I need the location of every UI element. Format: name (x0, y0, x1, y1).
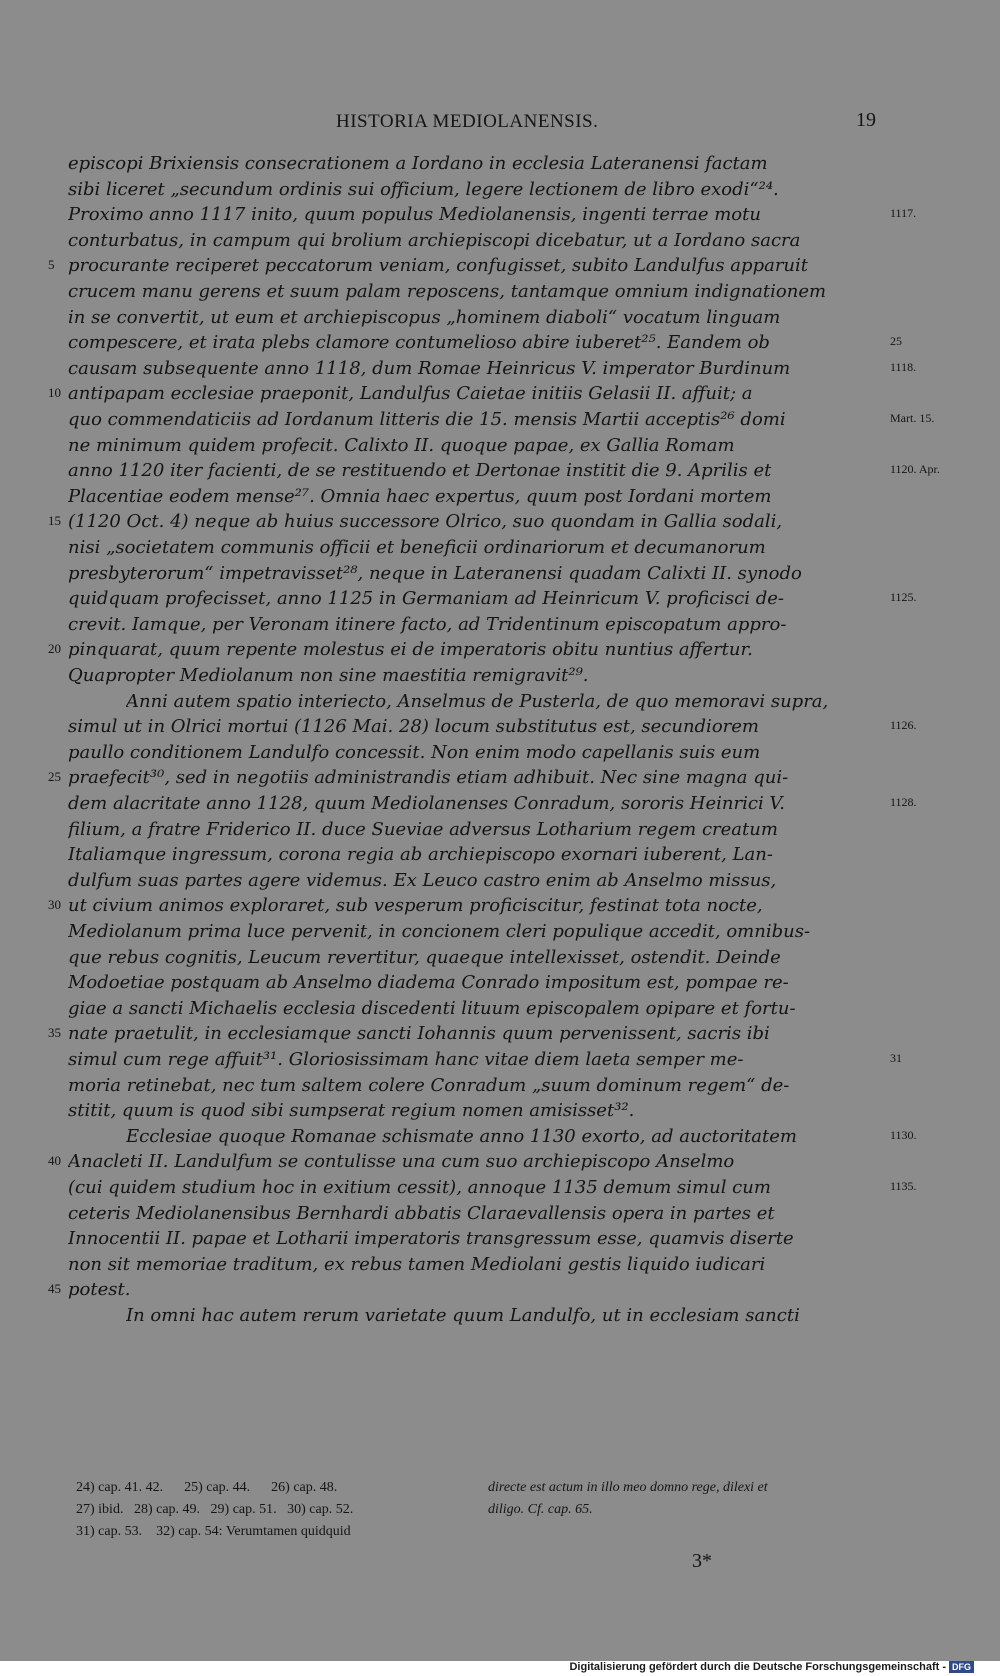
line-text: crucem manu gerens et suum palam reposcens, tantamque omnium indignationem (68, 281, 827, 302)
line-text: dem alacritate anno 1128, quum Mediolanenses Conradum, sororis Heinrici V. (68, 793, 785, 814)
line-text: nate praetulit, in ecclesiamque sancti Iohannis quum pervenissent, sacris ibi (68, 1023, 770, 1045)
text-line (0, 739, 1000, 766)
footnote-refs: 27) ibid. 28) cap. 49. 29) cap. 51. 30) cap. 52. (76, 1502, 354, 1517)
text-line (0, 790, 1000, 817)
line-text: episcopi Brixiensis consecrationem a Iordano in ecclesia Lateranensi factam (68, 153, 768, 174)
line-text: Innocentii II. papae et Lotharii imperatoris transgressum esse, quamvis diserte (68, 1228, 794, 1250)
line-text: Proximo anno 1117 inito, quum populus Mediolanensis, ingenti terrae motu (68, 204, 761, 226)
text-line (0, 892, 1000, 919)
line-text: stitit, quum is quod sibi sumpserat regium nomen amisisset³². (68, 1100, 635, 1122)
margin-note: 1130. (890, 1127, 917, 1142)
line-text: anno 1120 iter facienti, de se restituendo et Dertonae institit die 9. Aprilis et (68, 460, 772, 482)
text-line (0, 713, 1000, 740)
margin-note: 1128. (890, 795, 917, 809)
line-text: Anni autem spatio interiecto, Anselmus de Pusterla, de quo memoravi supra, (126, 690, 829, 712)
text-line (0, 201, 1000, 228)
text-line (0, 150, 1000, 177)
line-text: sibi liceret „secundum ordinis sui officium, legere lectionem de libro exodi“²⁴. (68, 178, 779, 200)
text-line (0, 1251, 1000, 1278)
text-line (0, 1072, 1000, 1099)
line-text: Italiamque ingressum, corona regia ab archiepiscopo exornari iuberent, Lan- (68, 844, 773, 866)
line-number: 10 (48, 385, 61, 401)
margin-note: 31 (890, 1051, 902, 1065)
text-line (0, 585, 1000, 612)
text-line (0, 1174, 1000, 1201)
text-line (0, 688, 1000, 715)
line-text: nisi „societatem communis officii et beneficii ordinariorum et decumanorum (68, 537, 766, 558)
text-line (0, 457, 1000, 484)
text-line (0, 534, 1000, 561)
footnote-line (76, 1502, 956, 1524)
line-text: Placentiae eodem mense²⁷. Omnia haec expertus, quum post Iordani mortem (68, 485, 772, 507)
line-text: dulfum suas partes agere videmus. Ex Leuco castro enim ab Anselmo missus, (68, 869, 777, 891)
text-line (0, 508, 1000, 535)
text-line (0, 252, 1000, 279)
text-line (0, 1020, 1000, 1047)
footnote-quote: diligo. Cf. cap. 65. (488, 1502, 593, 1517)
footnote-refs: 31) cap. 53. 32) cap. 54: Verumtamen quidquid (76, 1524, 351, 1539)
footnote-quote: directe est actum in illo meo domno rege, dilexi et (488, 1480, 768, 1495)
line-number: 20 (48, 641, 61, 657)
line-text: presbyterorum“ impetravisset²⁸, neque in Lateranensi quadam Calixti II. synodo (68, 562, 802, 584)
line-text: procurante reciperet peccatorum veniam, confugisset, subito Landulfus apparuit (68, 255, 809, 277)
footnotes (76, 1480, 956, 1546)
line-text: In omni hac autem rerum varietate quum Landulfo, ut in ecclesiam sancti (126, 1305, 800, 1326)
line-text: quidquam profecisset, anno 1125 in Germaniam ad Heinricum V. proficisci de- (68, 588, 784, 610)
line-number: 5 (48, 257, 55, 273)
line-text: simul ut in Olrici mortui (1126 Mai. 28) locum substitutus est, secundiorem (68, 716, 759, 738)
text-line (0, 1148, 1000, 1175)
text-line (0, 841, 1000, 868)
footnote-refs: 24) cap. 41. 42. 25) cap. 44. 26) cap. 48. (76, 1480, 338, 1495)
text-line (0, 483, 1000, 510)
text-line (0, 1097, 1000, 1124)
line-text: praefecit³⁰, sed in negotiis administrandis etiam adhibuit. Nec sine magna qui- (68, 767, 789, 789)
line-number: 15 (48, 513, 61, 529)
text-line (0, 867, 1000, 894)
text-line (0, 995, 1000, 1022)
text-line (0, 355, 1000, 382)
line-text: pinquarat, quum repente molestus ei de imperatoris obitu nuntius affertur. (68, 639, 753, 661)
line-text: quo commendaticiis ad Iordanum litteris die 15. mensis Martii acceptis²⁶ domi (68, 409, 786, 430)
text-line (0, 944, 1000, 971)
text-line (0, 611, 1000, 638)
line-text: crevit. Iamque, per Veronam itinere facto, ad Tridentinum episcopatum appro- (68, 613, 787, 635)
line-text: conturbatus, in campum qui brolium archiepiscopi dicebatur, ut a Iordano sacra (68, 229, 801, 251)
text-line (0, 636, 1000, 663)
text-line (0, 1225, 1000, 1252)
text-line (0, 406, 1000, 433)
signature-mark: 3* (692, 1550, 712, 1572)
footer-credit (569, 1661, 974, 1673)
text-line (0, 969, 1000, 996)
line-number: 25 (48, 769, 61, 785)
line-text: ne minimum quidem profecit. Calixto II. quoque papae, ex Gallia Romam (68, 434, 735, 456)
page-number: 19 (856, 109, 876, 131)
line-text: antipapam ecclesiae praeponit, Landulfus Caietae initiis Gelasii II. affuit; a (68, 383, 753, 405)
text-line (0, 1046, 1000, 1073)
margin-note: 25 (890, 334, 902, 349)
line-text: (cui quidem studium hoc in exitium cessit), annoque 1135 demum simul cum (68, 1177, 771, 1198)
line-text: que rebus cognitis, Leucum revertitur, quaeque intellexisset, ostendit. Deinde (68, 946, 781, 968)
text-line (0, 304, 1000, 331)
line-text: non sit memoriae traditum, ex rebus tamen Mediolani gestis liquido iudicari (68, 1253, 766, 1275)
credit-text: Digitalisierung gefördert durch die Deutsche Forschungsgemeinschaft - (569, 1661, 946, 1673)
margin-note: 1118. (890, 359, 917, 374)
text-line (0, 1302, 1000, 1329)
dfg-logo: DFG (949, 1661, 974, 1673)
line-text: Quapropter Mediolanum non sine maestitia remigravit²⁹. (68, 665, 589, 686)
text-line (0, 227, 1000, 254)
margin-note: 1126. (890, 718, 917, 733)
text-line (0, 1200, 1000, 1227)
digitization-footer (0, 1661, 1000, 1676)
line-text: paullo conditionem Landulfo concessit. Non enim modo capellanis suis eum (68, 741, 761, 763)
text-line (0, 380, 1000, 407)
line-text: Ecclesiae quoque Romanae schismate anno 1130 exorto, ad auctoritatem (126, 1125, 797, 1147)
margin-note: 1120. Apr. (890, 462, 940, 477)
line-text: moria retinebat, nec tum saltem colere Conradum „suum dominum regem“ de- (68, 1074, 790, 1096)
text-line (0, 1123, 1000, 1150)
line-text: Anacleti II. Landulfum se contulisse una cum suo archiepiscopo Anselmo (68, 1151, 735, 1173)
line-text: in se convertit, ut eum et archiepiscopus „hominem diaboli“ vocatum linguam (68, 306, 781, 328)
line-text: potest. (68, 1279, 131, 1301)
margin-note: 1117. (890, 206, 917, 221)
text-line (0, 560, 1000, 587)
margin-note: Mart. 15. (890, 411, 935, 425)
footnote-line (76, 1480, 956, 1502)
text-line (0, 764, 1000, 791)
text-line (0, 918, 1000, 945)
line-text: Mediolanum prima luce pervenit, in concionem cleri populique accedit, omnibus- (68, 921, 811, 942)
line-text: causam subsequente anno 1118, dum Romae Heinricus V. imperator Burdinum (68, 357, 791, 379)
running-header (0, 106, 1000, 136)
text-line (0, 329, 1000, 356)
line-number: 35 (48, 1025, 61, 1041)
text-line (0, 662, 1000, 689)
margin-note: 1125. (890, 590, 917, 605)
line-text: giae a sancti Michaelis ecclesia discedenti lituum episcopalem opipare et fortu- (68, 997, 796, 1019)
margin-note: 1135. (890, 1179, 917, 1193)
line-number: 30 (48, 897, 61, 913)
text-line (0, 176, 1000, 203)
text-line (0, 1276, 1000, 1303)
line-text: Modoetiae postquam ab Anselmo diadema Conrado impositum est, pompae re- (68, 972, 789, 994)
line-text: compescere, et irata plebs clamore contumelioso abire iuberet²⁵. Eandem ob (68, 332, 770, 354)
text-line (0, 432, 1000, 459)
line-text: ceteris Mediolanensibus Bernhardi abbatis Claraevallensis opera in partes et (68, 1202, 775, 1224)
line-text: simul cum rege affuit³¹. Gloriosissimam hanc vitae diem laeta semper me- (68, 1049, 744, 1070)
line-text: filium, a fratre Friderico II. duce Sueviae adversus Lotharium regem creatum (68, 818, 778, 840)
line-text: ut civium animos exploraret, sub vesperum proficiscitur, festinat tota nocte, (68, 895, 763, 917)
text-line (0, 816, 1000, 843)
running-title: HISTORIA MEDIOLANENSIS. (336, 111, 599, 132)
footnote-line (76, 1524, 956, 1546)
line-text: (1120 Oct. 4) neque ab huius successore Olrico, suo quondam in Gallia sodali, (68, 511, 783, 533)
line-number: 45 (48, 1281, 61, 1297)
line-number: 40 (48, 1153, 61, 1169)
text-line (0, 278, 1000, 305)
